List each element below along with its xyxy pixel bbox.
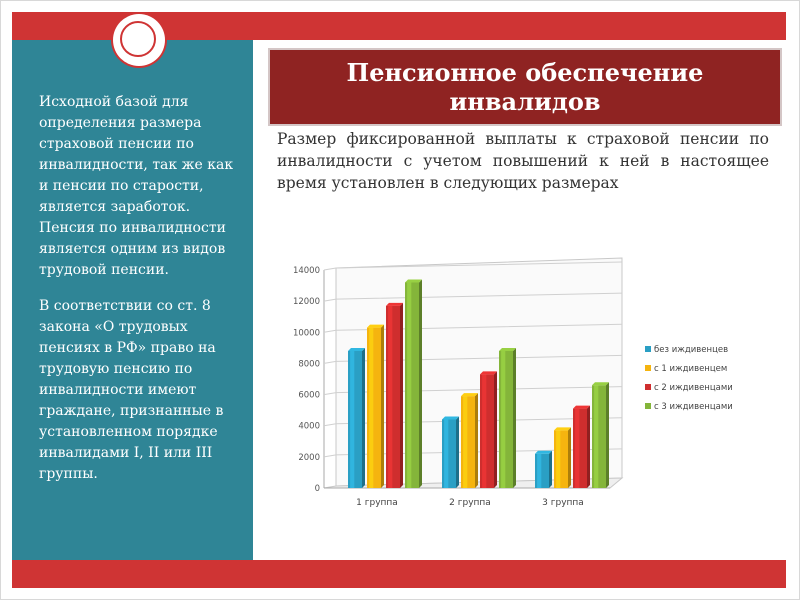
bar-highlight-1-1: [463, 396, 467, 488]
bar-side-1-0: [456, 416, 459, 488]
bar-side-0-2: [400, 303, 403, 488]
bar-highlight-0-1: [369, 328, 373, 488]
bar-top-0-1: [367, 325, 384, 328]
bar-1-3: [499, 348, 516, 488]
bar-1-2: [480, 371, 497, 488]
bar-face-2-2: [573, 409, 587, 488]
bar-2-0: [535, 451, 552, 488]
slide-title: Пенсионное обеспечение инвалидов: [346, 58, 704, 116]
bar-side-2-3: [606, 382, 609, 488]
bar-side-2-0: [549, 451, 552, 488]
bar-2-1: [554, 427, 571, 488]
legend-label-0: без иждивенцев: [654, 345, 729, 355]
y-tick-label-6: 12000: [292, 297, 320, 308]
legend-swatch-2: [645, 384, 651, 390]
legend-layer: [645, 345, 733, 412]
left-paragraph-2: В соответствии со ст. 8 закона «О трудовых пенсиях в РФ» право на трудовую пенсию по инвалидности имеют граждане, признанные в установленном порядке инвалидами I, II или III группы.: [39, 298, 224, 482]
bar-2-3: [592, 382, 609, 488]
chart-svg: [282, 250, 782, 530]
legend-swatch-3: [645, 403, 651, 409]
bar-face-2-3: [592, 385, 606, 488]
left-paragraph-1: Исходной базой для определения размера страховой пенсии по инвалидности, так же как и пенсии по старости, является заработок. Пенсия по инвалидности является одним из видов трудовой пенсии.: [39, 94, 234, 278]
bar-top-2-0: [535, 451, 552, 454]
bar-highlight-1-2: [482, 374, 486, 488]
bar-highlight-2-0: [537, 454, 541, 488]
bar-highlight-0-2: [388, 306, 392, 488]
legend-swatch-1: [645, 365, 651, 371]
bar-side-0-1: [381, 325, 384, 488]
bar-highlight-0-3: [407, 282, 411, 488]
bar-highlight-2-1: [556, 430, 560, 488]
pension-bar-chart: [282, 250, 782, 530]
bar-side-0-0: [362, 348, 365, 488]
bar-highlight-2-3: [594, 385, 598, 488]
y-tick-label-7: 14000: [292, 266, 320, 276]
chart-description: Размер фиксированной выплаты к страховой пенсии по инвалидности с учетом повышений к ней в настоящее время установлен в следующих размерах: [277, 130, 769, 192]
x-labels-layer: [356, 498, 584, 508]
legend-label-1: с 1 иждивенцем: [654, 364, 728, 374]
bar-highlight-1-3: [501, 351, 505, 488]
y-tick-label-1: 2000: [298, 452, 320, 463]
y-tick-label-5: 10000: [292, 328, 320, 339]
slide-title-box: [268, 48, 782, 126]
bar-0-1: [367, 325, 384, 488]
x-tick-label-1: 2 группа: [449, 498, 491, 508]
y-tick-label-0: 0: [314, 484, 320, 494]
bar-2-2: [573, 406, 590, 488]
bar-top-2-1: [554, 427, 571, 430]
bar-side-2-2: [587, 406, 590, 488]
y-tick-label-4: 8000: [298, 359, 320, 370]
left-text-block: [39, 92, 243, 500]
legend-label-2: с 2 иждивенцами: [654, 383, 733, 393]
bar-1-0: [442, 416, 459, 488]
bar-face-2-0: [535, 454, 549, 488]
x-tick-label-0: 1 группа: [356, 498, 398, 508]
bar-side-1-2: [494, 371, 497, 488]
bar-side-1-1: [475, 393, 478, 488]
bar-highlight-0-0: [350, 351, 354, 488]
bar-side-2-1: [568, 427, 571, 488]
bar-0-2: [386, 303, 403, 488]
x-tick-label-2: 3 группа: [542, 498, 584, 508]
y-tick-label-3: 6000: [298, 390, 320, 401]
bar-side-0-3: [419, 279, 422, 488]
logo-ring: [120, 21, 156, 57]
bar-highlight-1-0: [444, 419, 448, 488]
legend-swatch-0: [645, 346, 651, 352]
y-tick-label-2: 4000: [298, 421, 320, 432]
bottom-band: [12, 560, 786, 588]
bar-top-2-3: [592, 382, 609, 385]
bar-0-0: [348, 348, 365, 488]
bar-0-3: [405, 279, 422, 488]
bar-face-2-1: [554, 430, 568, 488]
legend-label-3: с 3 иждивенцами: [654, 402, 733, 412]
bar-top-1-0: [442, 416, 459, 419]
bar-side-1-3: [513, 348, 516, 488]
bar-highlight-2-2: [575, 409, 579, 488]
bar-1-1: [461, 393, 478, 488]
bar-top-1-1: [461, 393, 478, 396]
